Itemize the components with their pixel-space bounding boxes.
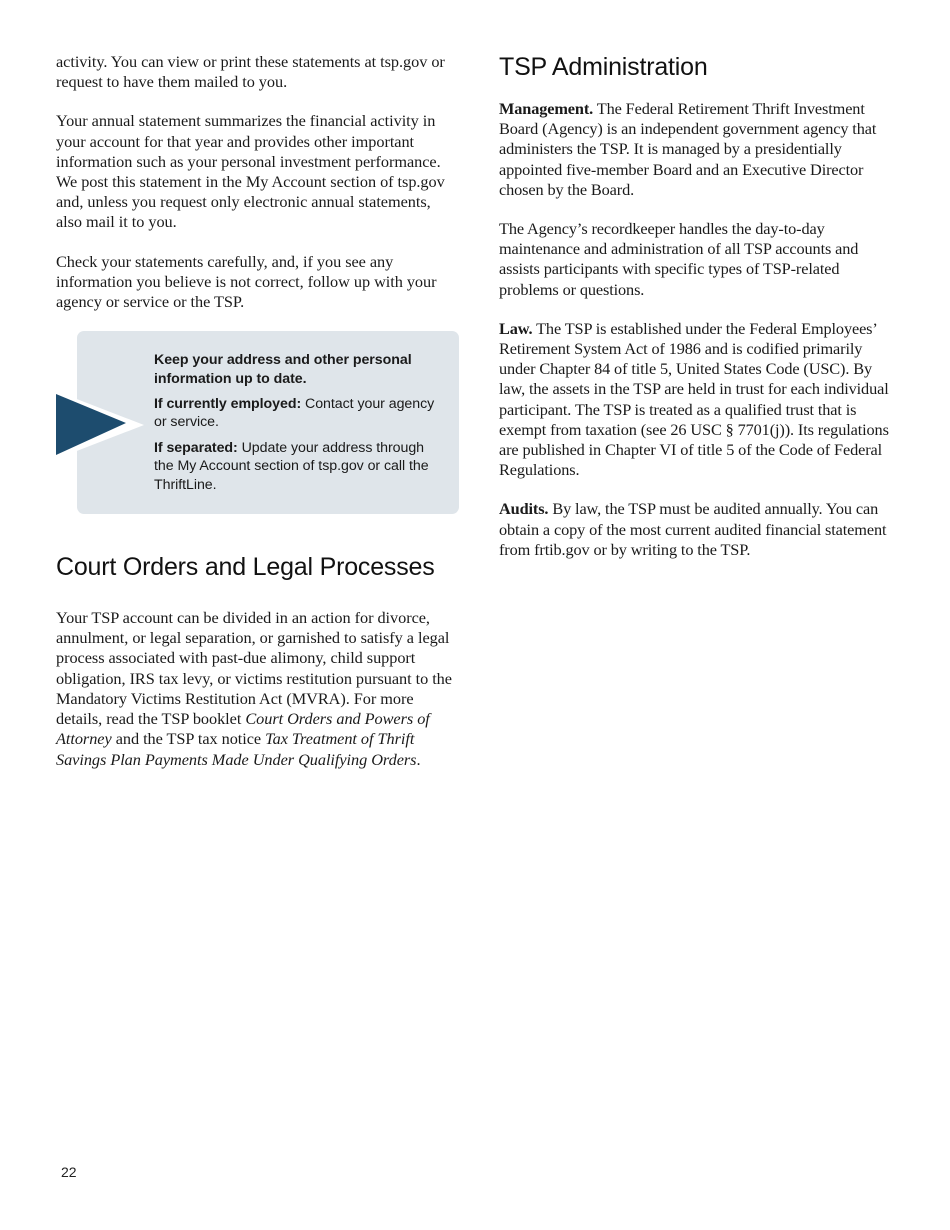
callout-separated: If separated: Update your address through the My Account section of tsp.gov or call the ThriftLine.: [154, 439, 429, 493]
page-number: 22: [61, 1164, 77, 1180]
law-paragraph: Law. The TSP is established under the Federal Employees’ Retirement System Act of 1986 and is codified primarily under Chapter 84 of title 5, United States Code (USC). By law, the assets in the TSP are held in trust for each individual participant. The TSP is treated as a qualified trust that is exempt from taxation (see 26 USC § 7701(j)). Its regulations are published in Chapter VI of title 5 of the Code of Federal Regulations.: [499, 318, 889, 480]
callout-employed: If currently employed: Contact your agency or service.: [154, 396, 435, 431]
statements-paragraph-2: Your annual statement summarizes the financial activity in your account for that year and provides other important information such as your personal investment performance. We post this statement in the My Account section of tsp.gov and, unless you request only electronic annual statements, also mail it to you.: [56, 111, 445, 232]
audits-paragraph: Audits. By law, the TSP must be audited annually. You can obtain a copy of the most current audited financial statement from frtib.gov or by writing to the TSP.: [499, 499, 887, 559]
left-column: [56, 52, 456, 789]
court-orders-heading: Court Orders and Legal Processes: [56, 553, 435, 582]
arrow-icon: [56, 391, 144, 459]
tax-notice-title: Tax Treatment of Thrift Savings Plan Payments Made Under Qualifying Orders: [56, 729, 417, 769]
tsp-administration-heading: TSP Administration: [499, 53, 708, 81]
court-orders-paragraph: Your TSP account can be divided in an action for divorce, annulment, or legal separation, or garnished to satisfy a legal process associated with past-due alimony, child support obligation, IRS tax levy, or victims restitution pursuant to the Mandatory Victims Restitution Act (MVRA). For more details, read the TSP booklet Court Orders and Powers of Attorney and the TSP tax notice Tax Treatment of Thrift Savings Plan Payments Made Under Qualifying Orders.: [56, 608, 452, 769]
right-column: [499, 52, 899, 579]
statements-paragraph-3: Check your statements carefully, and, if you see any information you believe is not correct, follow up with your agency or service or the TSP.: [56, 251, 437, 312]
address-callout-box: [77, 331, 459, 514]
booklet-title: Court Orders and Powers of Attorney: [56, 709, 430, 749]
recordkeeper-paragraph: The Agency’s recordkeeper handles the day-to-day maintenance and administration of all TSP accounts and assists participants with specific types of TSP-related problems or questions.: [499, 219, 859, 299]
management-paragraph: Management. The Federal Retirement Thrift Investment Board (Agency) is an independent government agency that administers the TSP. It is managed by a presidentially appointed five-member Board and an Executive Director chosen by the Board.: [499, 99, 877, 199]
statements-paragraph-1: activity. You can view or print these statements at tsp.gov or request to have them mailed to you.: [56, 52, 445, 92]
callout-title: Keep your address and other personal information up to date.: [154, 352, 412, 387]
